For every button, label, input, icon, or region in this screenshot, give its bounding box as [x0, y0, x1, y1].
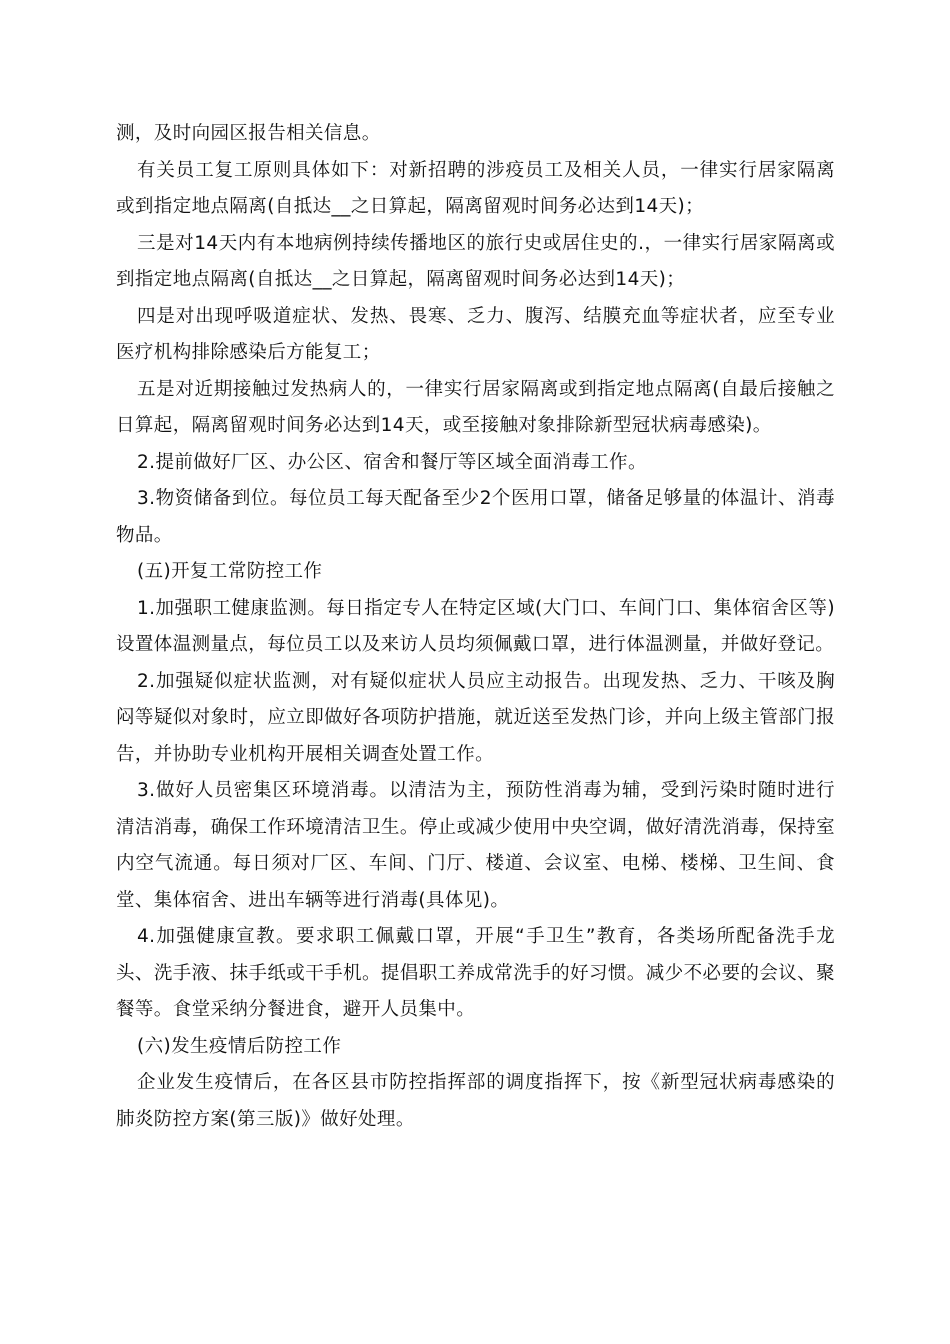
paragraph-contact-fever: 五是对近期接触过发热病人的，一律实行居家隔离或到指定地点隔离(自最后接触之日算起，隔离留观时间务必达到14天，或至接触对象排除新型冠状病毒感染)。 — [116, 378, 835, 436]
paragraph-symptoms: 四是对出现呼吸道症状、发热、畏寒、乏力、腹泻、结膜充血等症状者，应至专业医疗机构排除感染后方能复工； — [116, 305, 835, 363]
paragraph-suspected-symptoms: 2.加强疑似症状监测，对有疑似症状人员应主动报告。出现发热、乏力、干咳及胸闷等疑似对象时，应立即做好各项防护措施，就近送至发热门诊，并向上级主管部门报告，并协助专业机构开展相关调查处置工作。 — [116, 670, 835, 765]
section-heading-five: (五)开复工常防控工作 — [137, 561, 323, 582]
paragraph-environment-disinfection: 3.做好人员密集区环境消毒。以清洁为主，预防性消毒为辅，受到污染时随时进行清洁消毒，确保工作环境清洁卫生。停止或减少使用中央空调，做好清洗消毒，保持室内空气流通。每日须对厂区、车间、门厅、楼道、会议室、电梯、楼梯、卫生间、食堂、集体宿舍、进出车辆等进行消毒(具体见)。 — [116, 780, 835, 911]
paragraph-health-education: 4.加强健康宣教。要求职工佩戴口罩，开展“手卫生”教育，各类场所配备洗手龙头、洗手液、抹手纸或干手机。提倡职工养成常洗手的好习惯。减少不必要的会议、聚餐等。食堂采纳分餐进食，避开人员集中。 — [116, 926, 835, 1020]
paragraph-continuation: 测，及时向园区报告相关信息。 — [116, 123, 381, 144]
section-heading-six: (六)发生疫情后防控工作 — [137, 1035, 342, 1057]
paragraph-outbreak-handling: 企业发生疫情后，在各区县市防控指挥部的调度指挥下，按《新型冠状病毒感染的肺炎防控方案(第三版)》做好处理。 — [116, 1072, 835, 1130]
paragraph-return-principles: 有关员工复工原则具体如下：对新招聘的涉疫员工及相关人员，一律实行居家隔离或到指定地点隔离(自抵达__之日算起，隔离留观时间务必达到14天)； — [116, 159, 835, 217]
paragraph-health-monitoring: 1.加强职工健康监测。每日指定专人在特定区域(大门口、车间门口、集体宿舍区等)设置体温测量点，每位员工以及来访人员均须佩戴口罩，进行体温测量，并做好登记。 — [116, 597, 835, 655]
paragraph-travel-history: 三是对14天内有本地病例持续传播地区的旅行史或居住史的.，一律实行居家隔离或到指定地点隔离(自抵达__之日算起，隔离留观时间务必达到14天)； — [116, 232, 835, 290]
paragraph-supplies: 3.物资储备到位。每位员工每天配备至少2个医用口罩，储备足够量的体温计、消毒物品。 — [116, 488, 835, 546]
paragraph-disinfection: 2.提前做好厂区、办公区、宿舍和餐厅等区域全面消毒工作。 — [137, 451, 647, 473]
